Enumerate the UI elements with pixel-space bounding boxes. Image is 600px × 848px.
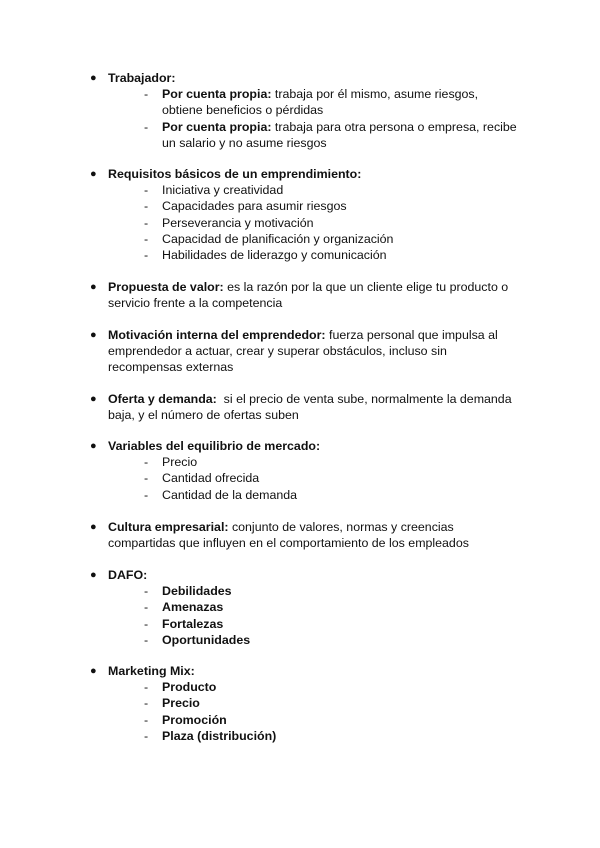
section-text: si el precio de venta sube, normalmente la demanda baja, y el número de ofertas suben [108, 392, 516, 423]
item-text: Oportunidades [162, 632, 251, 647]
list-item [144, 247, 520, 263]
bullet-icon: ● [90, 72, 97, 84]
item-text: Promoción [162, 712, 227, 727]
dash-icon: - [144, 728, 149, 743]
section-title: Requisitos básicos de un emprendimiento: [108, 167, 362, 181]
bullet-icon: ● [90, 393, 97, 405]
list-item [144, 215, 520, 231]
item-text: trabaja por él mismo, asume riesgos, obtiene beneficios o pérdidas [162, 87, 479, 118]
item-text: Precio [162, 455, 198, 470]
section-title: Motivación interna del emprendedor: [108, 328, 326, 342]
bullet-icon: ● [90, 521, 97, 533]
item-text: Precio [162, 696, 200, 711]
section-requisitos [90, 166, 520, 263]
list-item [144, 599, 520, 615]
item-text: Iniciativa y creatividad [162, 183, 284, 198]
item-text: Cantidad de la demanda [162, 487, 298, 502]
item-text: Amenazas [162, 600, 224, 615]
section-title: Oferta y demanda: [108, 392, 217, 406]
section-title: Trabajador: [108, 71, 176, 85]
bullet-icon: ● [90, 281, 97, 293]
item-text: Fortalezas [162, 616, 224, 631]
section-oferta [90, 391, 520, 423]
list-item [144, 182, 520, 198]
list-item [144, 454, 520, 470]
sub-list [108, 182, 520, 263]
item-text: Habilidades de liderazgo y comunicación [162, 248, 387, 263]
section-title: Cultura empresarial: [108, 520, 229, 534]
list-item [144, 487, 520, 503]
list-item [144, 679, 520, 695]
bullet-icon: ● [90, 440, 97, 452]
item-text: Capacidades para asumir riesgos [162, 199, 347, 214]
item-text: Plaza (distribución) [162, 728, 277, 743]
section-marketing-mix [90, 663, 520, 744]
item-text: Debilidades [162, 584, 232, 599]
item-text: Cantidad ofrecida [162, 471, 260, 486]
item-text: trabaja para otra persona o empresa, recibe un salario y no asume riesgos [162, 119, 517, 150]
dash-icon: - [144, 584, 149, 599]
dash-icon: - [144, 487, 149, 502]
section-text: conjunto de valores, normas y creencias compartidas que influyen en el comportamiento de los empleados [108, 520, 469, 551]
section-trabajador [90, 70, 520, 151]
list-item [144, 198, 520, 214]
sub-list [108, 583, 520, 648]
item-term: Por cuenta propia: [162, 119, 272, 134]
dash-icon: - [144, 632, 149, 647]
dash-icon: - [144, 215, 149, 230]
dash-icon: - [144, 248, 149, 263]
bullet-icon: ● [90, 665, 97, 677]
sub-list [108, 679, 520, 744]
section-title: DAFO: [108, 568, 148, 582]
dash-icon: - [144, 712, 149, 727]
section-variables [90, 438, 520, 503]
section-title: Marketing Mix: [108, 664, 195, 678]
dash-icon: - [144, 600, 149, 615]
bullet-icon: ● [90, 569, 97, 581]
item-text: Capacidad de planificación y organización [162, 231, 394, 246]
dash-icon: - [144, 696, 149, 711]
section-text: fuerza personal que impulsa al emprendedor a actuar, crear y superar obstáculos, incluso sin recompensas externas [108, 328, 498, 375]
dash-icon: - [144, 199, 149, 214]
list-item [144, 86, 520, 118]
section-cultura [90, 519, 520, 551]
dash-icon: - [144, 455, 149, 470]
section-dafo [90, 567, 520, 648]
sub-list [108, 454, 520, 503]
list-item [144, 728, 520, 744]
dash-icon: - [144, 119, 149, 134]
section-motivacion [90, 327, 520, 376]
item-text: Perseverancia y motivación [162, 215, 314, 230]
list-item [144, 712, 520, 728]
sub-list [108, 86, 520, 151]
item-term: Por cuenta propia: [162, 87, 272, 102]
dash-icon: - [144, 231, 149, 246]
section-propuesta [90, 279, 520, 311]
dash-icon: - [144, 680, 149, 695]
bullet-icon: ● [90, 168, 97, 180]
bullet-icon: ● [90, 329, 97, 341]
item-text: Producto [162, 680, 217, 695]
dash-icon: - [144, 616, 149, 631]
list-item [144, 583, 520, 599]
list-item [144, 695, 520, 711]
list-item [144, 616, 520, 632]
list-item [144, 231, 520, 247]
dash-icon: - [144, 471, 149, 486]
dash-icon: - [144, 183, 149, 198]
list-item [144, 119, 520, 151]
list-item [144, 632, 520, 648]
section-title: Variables del equilibrio de mercado: [108, 439, 321, 453]
section-text: es la razón por la que un cliente elige tu producto o servicio frente a la competencia [108, 280, 509, 311]
dash-icon: - [144, 87, 149, 102]
section-title: Propuesta de valor: [108, 280, 224, 294]
list-item [144, 470, 520, 486]
